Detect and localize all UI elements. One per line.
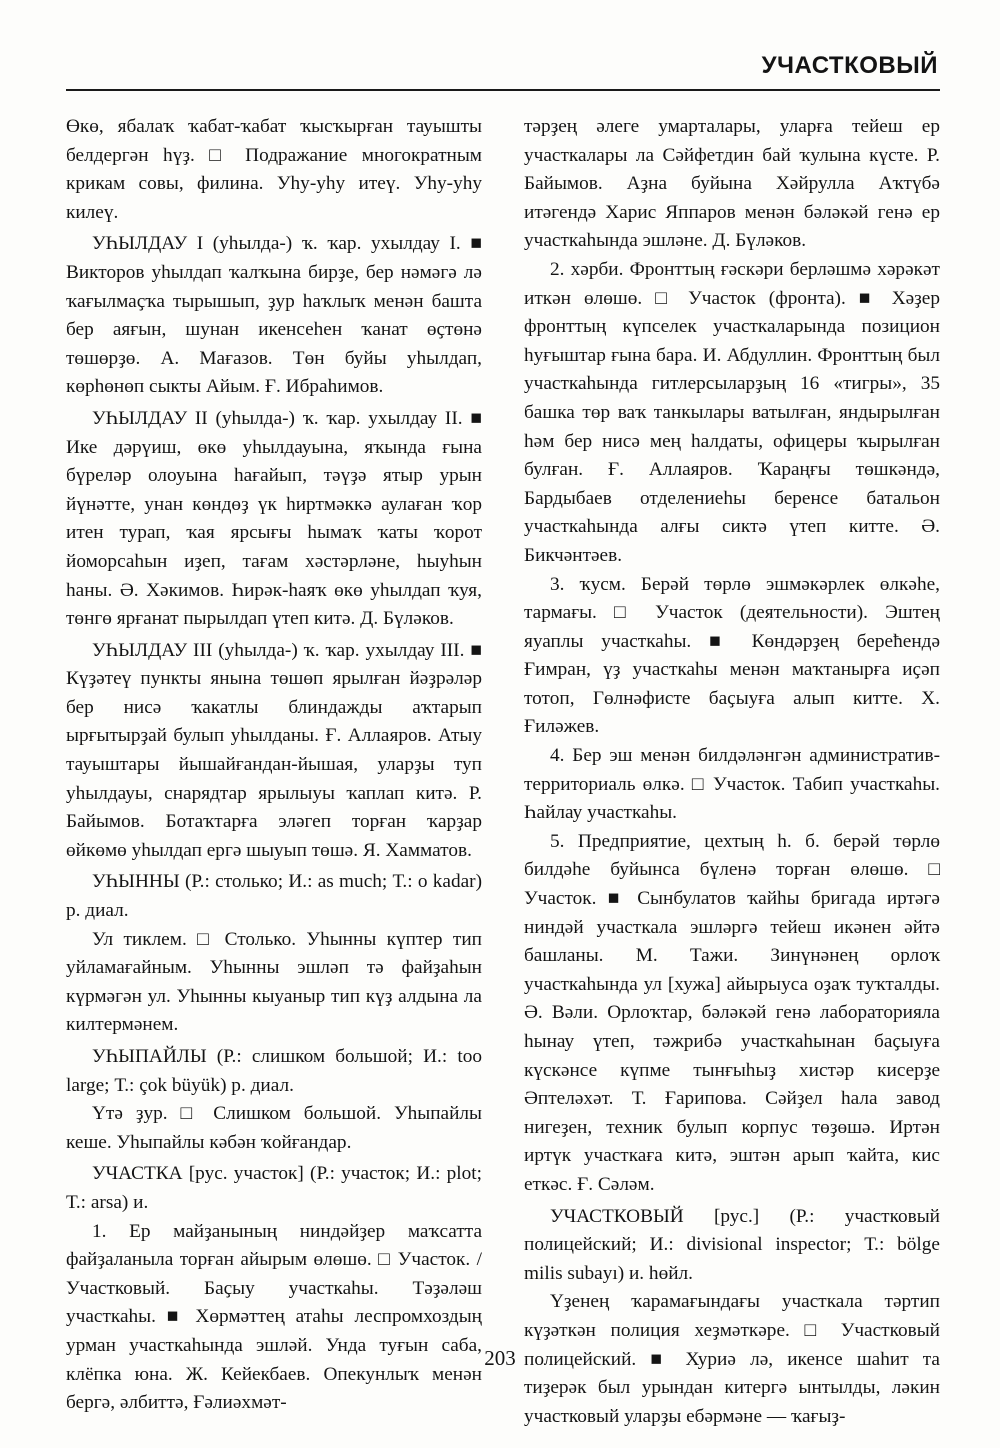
entry-uchastka-sense-4: 4. Бер эш менән билдәләнгән административ-территориаль өлкә. □ Участок. Табип участкаһы. Һайлау участкаһы. <box>524 745 940 824</box>
left-column <box>66 113 482 1418</box>
entry-uchastka-sense-1: 1. Ер майҙанының ниндәйҙер маҡсатта файҙаланыла торған айырым өлөшө. □ Участок. / Участковый. Баҫыу участкаһы. Тәҙәләш участкаһы. ■ Хөрмәттең атаһы леспромхоздың урман участкаһында эшләй. Унда туғын саба, клёпка юна. Ж. Кейекбаев. Опекунлыҡ менән бергә, әлбиттә, Ғәлиәхмәт- <box>66 1220 482 1414</box>
header-rule <box>66 89 940 91</box>
entry-uchastkovy-sense: Үҙенең ҡарамағындағы участкала тәртип күҙәткән полиция хеҙмәткәре. □ Участковый полицейский. ■ Хуриә лә, икенсе шаһит та тиҙерәк был урындан китергә ынтылды, ләкин участковый уларҙы ебәрмәне — ҡағыҙ- <box>524 1291 940 1427</box>
entry-uhypaily-sense: Үтә ҙур. □ Слишком большой. Уһыпайлы кеше. Уһыпайлы кәбән ҡойғандар. <box>66 1103 482 1153</box>
running-head: УЧАСТКОВЫЙ <box>761 52 938 79</box>
entry-uhyldau-1: УҺЫЛДАУ I (уһылда-) ҡ. ҡар. ухылдау I. ■ Викторов уһылдап ҡалҡына бирҙе, бер нәмәгә лә ҡағылмаҫҡа тырышып, ҙур һаҡлыҡ менән башта бер аяғын, шунан икенсеһен ҡанат өҫтөнә төшөрҙө. А. Мағазов. Төн буйы уһылдап, көрһөнөп сыкты Айым. Ғ. Ибраһимов. <box>66 233 482 398</box>
entry-uhynny-sense: Ул тиклем. □ Столько. Уһынны күптер тип уйламағайным. Уһынны эшләп тә файҙаһын күрмәгән ул. Уһынны кыуаныр тип күҙ алдына ла килтермәнем. <box>66 928 482 1036</box>
right-column <box>524 113 940 1431</box>
entry-uhyldau-3: УҺЫЛДАУ III (уһылда-) ҡ. ҡар. ухылдау III. ■ Күҙәтеү пункты янына төшөп ярылған йәҙрәләр бер нисә ҡакатлы блиндажды аҡтарып ырғытырҙай булып уһылданы. Ғ. Аллаяров. Атыу тауыштары йышайғандан-йышая, уларҙы туп уһылдауы, снарядтар ярылыуы ҡаплап китә. Р. Байымов. Ботаҡтарға эләгеп торған ҡарҙар өйкөмө уһылдап ергә шыуып төшә. Я. Хамматов. <box>66 639 482 861</box>
entry-uhynny: УҺЫННЫ (Р.: столько; И.: as much; Т.: o kadar) р. диал. <box>66 871 482 922</box>
paragraph: Өкө, ябалаҡ ҡабат-ҡабат ҡысҡырған тауышты белдергән һүҙ. □ Подражание многократным крикам совы, филина. Уһу-уһу итеү. Уһу-уһу килеү. <box>66 116 482 223</box>
entry-uhyldau-2: УҺЫЛДАУ II (уһылда-) ҡ. ҡар. ухылдау II. ■ Ике дәрүиш, өкө уһылдауына, яҡында ғына бүреләр олоуына һағайып, тәүҙә ятыр урын йүнәтте, унан көндөҙ үк һиртмәккә аулаған ҡор итен турап, ҡая ярсығы һымаҡ ҡаты ҡорот йоморсаһын иҙеп, тағам хәстәрләне, һыуһын һаны. Ә. Хәкимов. Һирәк-һаяҡ өкө уһылдап ҡуя, төнгө ярғанат пырылдап үтеп китә. Д. Бүләков. <box>66 407 482 630</box>
page-number: 203 <box>484 1346 516 1370</box>
entry-uchastka: УЧАСТКА [рус. участок] (Р.: участок; И.: plot; Т.: arsa) и. <box>66 1163 482 1213</box>
paragraph-continued: тәрҙең әлеге умарталары, уларға тейеш ер участкалары ла Сәйфетдин бай ҡулына күсте. Р. Байымов. Аҙна буйына Хәйрулла Аҡтүбә итәгендә Харис Яппаров менән бәләкәй генә ер участкаһында эшләне. Д. Бүләков. <box>524 116 940 252</box>
entry-uchastka-sense-3: 3. ҡусм. Берәй төрлө эшмәкәрлек өлкәһе, тармағы. □ Участок (деятельности). Эштең яуаплы участкаһы. ■ Көндәрҙең берећендә Ғимран, үҙ участкаһы менән маҡтанырға иҫәп тотоп, Гөлнәфисте баҫыуға алып китте. Х. Ғиләжев. <box>524 573 940 738</box>
entry-uchastkovy: УЧАСТКОВЫЙ [рус.] (Р.: участковый полицейский; И.: divisional inspector; Т.: bölge milis subayı) и. һөйл. <box>524 1205 940 1284</box>
entry-uhypaily: УҺЫПАЙЛЫ (Р.: слишком большой; И.: too large; Т.: çok büyük) р. диал. <box>66 1046 482 1096</box>
entry-uchastka-sense-2: 2. хәрби. Фронттың ғәскәри берләшмә хәрәкәт иткән өлөшө. □ Участок (фронта). ■ Хәҙер фронттың күпселек участкаларында позицион һуғыштар ғына бара. И. Абдуллин. Фронттың был участкаһында гитлерсыларҙың 16 «тигры», 35 башка төр ваҡ танкылары ватылған, яндырылған һәм бер нисә мең һалдаты, офицеры ҡырылған булған. Ғ. Аллаяров. Ҡараңғы төшкәндә, Бардыбаев отделениеһы беренсе батальон участкаһында алғы сиктә үтеп китте. Ә. Бикчәнтәев. <box>524 258 940 566</box>
entry-uchastka-sense-5: 5. Предприятие, цехтың һ. б. берәй төрлө билдәһе буйынса бүленә торған өлөшө. □ Участок. ■ Сынбулатов ҡайһы бригада иртәгә ниндәй участкала эшләргә тейеш икәнен әйтә башланы. М. Тажи. Зинүнәнең орлоҡ участкаһында ул [хужа] айырыуса оҙаҡ туҡталды. Ә. Вәли. Орлоҡтар, бәләкәй генә лабораторияла һынау үтеп, тәжрибә участкаһынан баҫыуға күскәнсе күпме тынғыһыҙ хистәр кисерҙе Әптеләхәт. Т. Ғарипова. Сәйҙел һала завод нигеҙен, техник булып корпус төҙөшә. Иртән иртүк участкаға китә, эштән арып ҡайта, кис еткәс. Ғ. Сәләм. <box>524 830 940 1195</box>
